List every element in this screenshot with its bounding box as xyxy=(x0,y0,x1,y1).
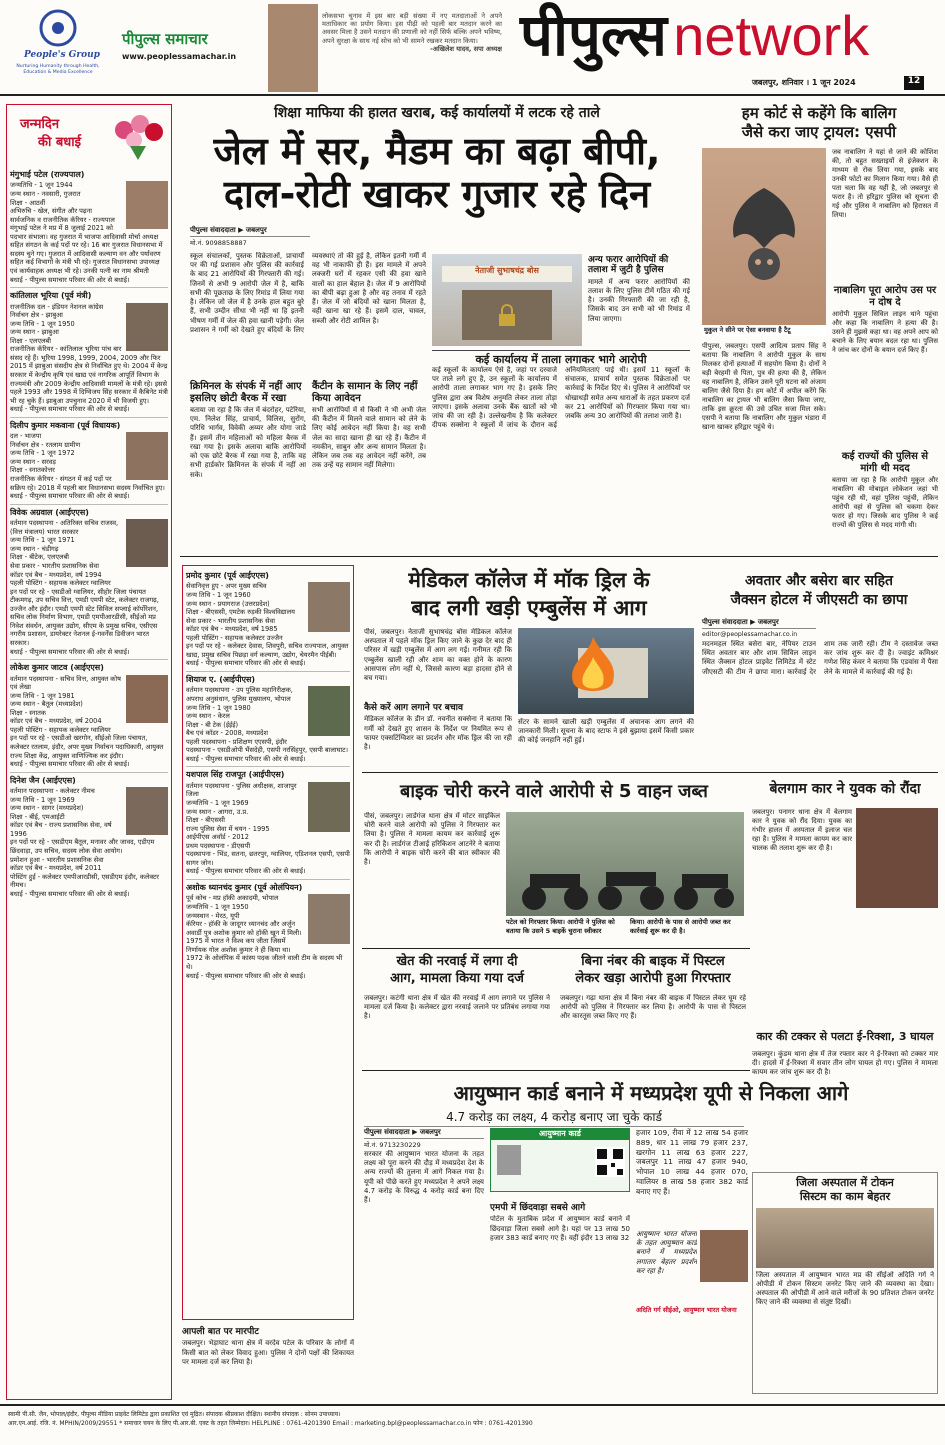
profile-line: शिक्षा - बीएससी, एमटेक रुड़की विश्वविद्यालय xyxy=(186,608,295,617)
brand-left: पीपुल्स समाचार xyxy=(122,30,208,48)
profile-line: जन्म तिथि - 1 जून 1972 xyxy=(10,449,75,458)
accident-headline: कार की टक्कर से पलटा ई-रिक्शा, 3 घायल xyxy=(756,1030,934,1043)
profile-line: शिक्षा - स्नातकोत्तर xyxy=(10,466,55,475)
lead-body: स्कूल संचालकों, पुस्तक विक्रेताओं, प्राचार्यों पर की गई प्रशासन और पुलिस की कार्रवाई के बाद 21 आरोपियों की गिरफ्तारी की गई। जिनमें से अभी 9 आरोपी जेल में है, बाकि सभी की पूछताछ के लिए रिमांड में लिया गया है। लेकिन जो जेल में है उनके हाल बहुत बुरे हैं, सभी उम्दीन सीधा भी नहीं था हि इतनी भीषण गर्मी में जेल की हवा खानी पड़ेगी। जेल प्रशासन ने गर्मी को देखते हुए बंदियों के लिए व्यवस्थाएं तो की हुई है, लेकिन इतनी गर्मी में वह भी नाकाफी ही हैं। इस मामले में अपने लक्जरी घरों में रहकर एसी की हवा खाने वालों का हाल बेहाल है। जेल में 9 आरोपियों का बीपी बढ़ा हुआ है और वह तनाव में रहते हैं। जेल में जो बंदियों को खाना मिलता है, वही खाना खा रहे हैं। इसमें दाल, चावल, सब्जी और रोटी शामिल है। xyxy=(190,252,426,334)
birthday-title-1: जन्मदिन xyxy=(20,117,60,132)
group-name: People's Group xyxy=(24,50,100,60)
profile-name: यशपाल सिंह राजपूत (आईपीएस) xyxy=(186,770,285,780)
birthday-banner xyxy=(10,108,168,168)
profile-line: बधाई - पीपुल्स समाचार परिवार की ओर से बधाई। xyxy=(10,405,130,414)
profile-line: निर्वाचन क्षेत्र - रतलाम ग्रामीण xyxy=(10,440,81,449)
photo-caption-bar: कई कार्यालय में ताला लगाकर भागे आरोपी xyxy=(432,350,690,368)
profile-line: वर्तमान पदस्थापना - उप पुलिस महानिरीक्षक, अपराध अनुसंधान, पुलिस मुख्यालय, भोपाल xyxy=(186,686,293,703)
birthday-profile-1 xyxy=(10,170,168,284)
birthday-profile-5 xyxy=(10,663,168,769)
profile-line: सेवा प्रकार - भारतीय प्रशासनिक सेवा xyxy=(186,616,275,625)
ayushman-stats: हजार 109, रीवा में 12 लाख 54 हजार 889, धार 11 लाख 79 हजार 237, खरगोन 11 लाख 63 हजार 227, जबलपुर 11 लाख 47 हजार 940, भोपाल 10 लाख 44 हजार 070, ग्वालियर 8 लाख 58 हजार 382 कार्ड बनाए गए हैं। xyxy=(636,1128,748,1196)
ayushman-quote xyxy=(636,1230,748,1314)
profile-line: वर्तमान पदस्थापना - अतिरिक्त सचिव राजस्व, (वित्त मंत्रालय) भारत सरकार xyxy=(10,519,119,536)
mockdrill-headline xyxy=(364,566,694,623)
profile-line: जन्म स्थान - नवसारी, गुजरात xyxy=(10,189,81,198)
bike-photo xyxy=(506,812,744,916)
lead-sub2 xyxy=(312,378,426,566)
ayushman-sub2-body: पोर्टल के मुताबिक प्रदेश में आयुष्मान कार्ड बनाने में छिंदवाड़ा जिला सबसे आगे है। यहां पर 13 लाख 50 हजार 383 कार्ड बनाए गए हैं। वहीं इंदौर 13 लाख 32 xyxy=(490,1215,630,1242)
crash-body: जबलपुर। पनागर थाना क्षेत्र में बेलगाम कार ने युवक को रौंद दिया। युवक का गंभीर हालत में अस्पताल में इलाज चल रहा है। पुलिस ने मामला कायम कर कार चालक की तलाश शुरू कर दी है। xyxy=(752,808,852,852)
profile-line: पदस्थापना - एसडीओपी भैंसदेही, एसपी नरसिंहपुर, एसपी बालाघाट। xyxy=(186,746,348,755)
profile-line: शिक्षा - बीई, एमआईटी xyxy=(10,812,65,821)
footer-line1: स्वामी पी.सी. जैन, भोपाल/इंदौर, पीपुल्स मीडिया प्राइवेट लिमिटेड द्वारा प्रकाशित एवं मुद्रित। संपादक श्रीप्रकाश दीक्षित। स्थानीय संपादक : सोनम उपाध्याय। xyxy=(8,1411,341,1418)
qr-code-icon xyxy=(595,1147,625,1177)
mid-profile-2 xyxy=(186,675,350,763)
profile-photo xyxy=(126,675,168,723)
profile-line: दल - भाजपा xyxy=(10,432,42,441)
mockdrill-sub-body: मेडिकल कॉलेज के डीन डॉ. नवनीत सक्सेना ने बताया कि गर्मी को देखते हुए शासन के निर्देश पर नियमित रूप से फायर एक्सटिंग्विशर का प्रदर्शन और मॉक ड्रिल की जा रही है। xyxy=(364,715,512,752)
profile-line: पदस्थापना - भिंड, सतना, छतरपुर, ग्वालियर, एडिशनल एसपी, एसपी सागर जोन। xyxy=(186,850,350,867)
hospital-body: जिला अस्पताल में आयुष्मान भारत मप्र की सीईओ अदिति गर्ग ने ओपीडी में टोकन सिस्टम जनरेट किए जाने की व्यवस्था का देखा। अस्पताल की ओपीडी में आने वाले मरीजों के 90 प्रतिशत टोकन जनरेट किए जाने की व्यवस्था से संतुष्ट दिखीं। xyxy=(756,1270,934,1307)
footer xyxy=(0,1404,945,1445)
bike-caption-1: पटेल को गिरफ्तार किया। आरोपी ने पुलिस को बताया कि उसने 5 बाइकें चुराना स्वीकार xyxy=(506,918,615,935)
profile-line: जन्म स्थान - केरल xyxy=(186,712,230,721)
profile-line: इन पदों पर रहे - एसडीओ खरगोन, सीईओ जिला पंचायत, कलेक्टर रतलाम, इंदौर, अपर मुख्य निर्वाचन पदाधिकारी, आयुक्त राज्य शिक्षा केंद्र, आयुक्त वाणिज्यिक कर इंदौर। xyxy=(10,734,164,760)
profile-line: जन्मतिथि - 1 जून 1944 xyxy=(10,181,73,190)
lead-photo xyxy=(432,254,582,346)
gst-byline xyxy=(702,618,816,639)
profile-line: बधाई - पीपुल्स समाचार परिवार की ओर से बधाई। xyxy=(10,760,130,769)
signboard: नेताजी सुभाषचंद्र बोस xyxy=(442,266,572,282)
mid-profile-3 xyxy=(186,770,350,876)
crash-photo xyxy=(856,808,938,908)
pistol-headline-line2: लेकर खड़ा आरोपी हुआ गिरफ्तार xyxy=(575,970,731,986)
pistol-headline-line1: बिना नंबर की बाइक में पिस्टल xyxy=(581,954,725,969)
accident-body: जबलपुर। कुंडम थाना क्षेत्र में तेज रफ्तार कार ने ई-रिक्शा को टक्कर मार दी। हादसे में ई-रिक्शा में सवार तीन लोग घायल हो गए। पुलिस ने मामला कायम कर जांच शुरू कर दी है। xyxy=(752,1050,938,1077)
side-mid-body: जबलपुर। भेड़ाघाट थाना क्षेत्र में वरदेव पटेल के परिवार के लोगों में किसी बात को लेकर विवाद हुआ। पुलिस ने दोनों पक्षों की शिकायत पर मामला दर्ज कर लिया है। xyxy=(182,1339,354,1366)
profile-line: बधाई - पीपुल्स समाचार परिवार की ओर से बधाई। xyxy=(186,867,306,876)
profile-line: प्रमोशन हुआ - भारतीय प्रशासनिक सेवा xyxy=(10,855,104,864)
profile-line: जन्म स्थान - सागर (मध्यप्रदेश) xyxy=(10,804,84,813)
mid-profile-4 xyxy=(186,883,350,980)
profile-name: कांतिलाल भूरिया (पूर्व मंत्री) xyxy=(10,291,92,301)
sub2-body: सभी आरोपियों में से किसी ने भी अभी जेल की कैंटीन में मिलने वाले सामान को लेने के लिए कोई आवेदन नहीं किया है। वह सभी जेल का सादा खाना ही खा रहे हैं। कैंटीन में नमकीन, साबुन और अन्य सामान मिलता है। लेकिन जब तक वह आवेदन नहीं करेंगे, तब तक उन्हें यह सामान नहीं मिलेगा। xyxy=(312,406,426,470)
profile-line: पहली पोस्टिंग - सहायक कलेक्टर ग्वालियर xyxy=(10,579,111,588)
mockdrill-photo xyxy=(518,628,694,714)
profile-line: जन्म स्थान - चंडीगढ़ xyxy=(10,544,59,553)
ayushman-headline: आयुष्मान कार्ड बनाने में मध्यप्रदेश यूपी से निकला आगे xyxy=(453,1081,849,1105)
tattoo-sub2-body: बताया जा रहा है कि आरोपी मुकुल और नाबालिग की मोबाइल लोकेशन जहां भी पहुंच रही थी, वहां पुलिस पहुंची, लेकिन आरोपी वहां से पुलिस को चकमा देकर फरार हो गए। जिसके बाद पुलिस ने कई राज्यों की पुलिस से मदद मांगी थी। xyxy=(832,476,938,529)
flower-bouquet-icon xyxy=(110,112,166,162)
hospital-headline xyxy=(756,1176,934,1205)
gst-byline-text: पीपुल्स संवाददाता ▶ जबलपुर xyxy=(702,618,816,629)
profile-line: बधाई - पीपुल्स समाचार परिवार की ओर से बधाई। xyxy=(186,659,306,668)
official-photo xyxy=(700,1230,748,1282)
mockdrill-headline-line1: मेडिकल कॉलेज में मॉक ड्रिल के xyxy=(408,568,650,592)
ayushman-byline-text: पीपुल्स संवाददाता ▶ जबलपुर xyxy=(364,1128,484,1139)
fire-headline xyxy=(364,954,550,988)
lead-side xyxy=(588,252,690,338)
profile-line: शिक्षा - बीएससी xyxy=(186,816,225,825)
profile-line: अभिरुचि - खेल, संगीत और पढ़ना xyxy=(10,207,92,216)
akhilesh-photo xyxy=(268,4,318,92)
profile-line: कॉडर एवं बैच - मध्यप्रदेश, वर्ष 1985 xyxy=(186,625,278,634)
profile-line: बधाई - पीपुल्स समाचार परिवार की ओर से बधाई। xyxy=(10,492,130,501)
profile-line: कॉडर एवं बैच - मध्यप्रदेश, वर्ष 2004 xyxy=(10,717,102,726)
crash-headline: बेलगाम कार ने युवक को रौंदा xyxy=(769,781,921,797)
profile-photo xyxy=(126,181,168,229)
profile-line: जन्मतिथि - 1 जून 1969 xyxy=(186,798,249,807)
profile-line: जन्म स्थान - सरवड़ xyxy=(10,457,56,466)
profile-line: सेवानिवृत्त हुए - अपर मुख्य सचिव xyxy=(186,582,267,591)
lead-headline-line2: दाल-रोटी खाकर गुजार रहे दिन xyxy=(223,171,651,216)
profile-line: जन्म तिथि - 1 जून 1971 xyxy=(10,536,75,545)
hospital-headline-line2: सिस्टम का काम बेहतर xyxy=(799,1190,891,1204)
profile-name: दिलीप कुमार मकवाना (पूर्व विधायक) xyxy=(10,420,121,430)
birthday-profile-3 xyxy=(10,421,168,501)
mockdrill-body: पीसं, जबलपुर। नेताजी सुभाषचंद्र बोस मेडिकल कॉलेज अस्पताल में पहले मॉक ड्रिल किए जाने के कुछ देर बाद ही परिसर में खड़ी एम्बुलेंस में आग लग गई। गनीमत रही कि एम्बुलेंस खाली रही और शाम का वक्त होने के कारण आसपास लोग नहीं थे, जिससे कारण बड़ा हादसा होने से बच गया। xyxy=(364,628,512,683)
profile-line: वर्तमान पदस्थापना - सचिव वित्त, आयुक्त कोष एवं लेखा xyxy=(10,674,121,692)
profile-line: कॉडर एवं बैच - मध्यप्रदेश, वर्ष 1994 xyxy=(10,570,102,579)
profile-photo xyxy=(308,686,350,736)
tattoo-sub1-heading: नाबालिग पूरा आरोप उस पर न दोष दे xyxy=(833,285,937,308)
padlock-icon xyxy=(496,304,518,328)
profile-line: सेवा प्रकार - भारतीय प्रशासनिक सेवा xyxy=(10,561,99,570)
profile-photo xyxy=(126,787,168,835)
group-tagline: Nurturing Humanity through Health, Education & Media Excellence xyxy=(16,64,100,75)
brand-title xyxy=(520,1,870,70)
pistol-headline xyxy=(560,954,746,988)
gst-headline-line1: अवतार और बसेरा बार सहित xyxy=(744,573,893,589)
profile-line: बधाई - पीपुल्स समाचार परिवार की ओर से बधाई। xyxy=(186,754,306,763)
profile-line: जन्मतिथि - 1 जून 1950 xyxy=(186,903,249,911)
quote-author: अदिति गर्ग सीईओ, आयुष्मान भारत योजना xyxy=(636,1306,737,1314)
lead-byline xyxy=(190,226,310,248)
card-photo xyxy=(497,1145,521,1175)
profile-line: इन पदों पर रहे - कलेक्टर देवास, शिवपुरी, सचिव राज्यपाल, आयुक्त खाद्य, प्रमुख सचिव पिछड़ा वर्ग कल्याण, उद्योग, चेयरमैन पीईबी। xyxy=(186,642,349,659)
ayushman-card xyxy=(490,1128,630,1192)
profile-line: इन पदों पर रहे - एसडीएम बैतूल, मनावर और जावद, एडीएम छिंदवाड़ा, उप सचिव, सदस्य लोक सेवा आयोग। xyxy=(10,838,155,856)
profile-line: पोस्टिंग हुई - कलेक्टर एमपीआरडीसी, एसडीएम इंदौर, कलेक्टर नीमच। xyxy=(10,872,159,890)
profile-line: पूर्व कोच - मप्र हॉकी अकादमी, भोपाल xyxy=(186,894,279,903)
tattoo-photo xyxy=(702,148,826,336)
group-emblem-icon xyxy=(38,8,78,48)
byline-mobile: मो.नं. 9098858887 xyxy=(190,239,247,248)
gst-headline xyxy=(700,572,938,610)
brand-eng: network xyxy=(673,4,870,67)
side-body: मामले में अन्य फरार आरोपियों की तलाश के लिए पुलिस टीमें गठित की गई है। उनकी गिरफ्तारी की जा रही है, जिसके बाद उन सभी को भी रिमांड में लिया जाएगा। xyxy=(588,277,690,323)
gst-email: editor@peoplessamachar.co.in xyxy=(702,631,798,639)
fire-body: जबलपुर। कटंगी थाना क्षेत्र में खेत की नरवाई में आग लगाने पर पुलिस ने मामला दर्ज किया है। कलेक्टर द्वारा नरवाई जलाने पर प्रतिबंध लगाया गया है। xyxy=(364,994,550,1021)
profile-line: बधाई - पीपुल्स समाचार परिवार की ओर से बधाई। xyxy=(10,647,130,656)
profile-line: वर्तमान पदस्थापना - कलेक्टर नीमच xyxy=(10,787,95,796)
lead-kicker: शिक्षा माफिया की हालत खराब, कई कार्यालयों में लटक रहे ताले xyxy=(274,105,600,121)
side-mid-story xyxy=(182,1324,354,1394)
profile-name: प्रमोद कुमार (पूर्व आईएएस) xyxy=(186,571,269,580)
profile-line: कॉडर एवं बैच - राज्य प्रशासनिक सेवा, वर्ष 1996 xyxy=(10,821,112,838)
sub2-heading: कैंटीन के सामान के लिए नहीं किया आवेदन xyxy=(312,381,418,404)
dateline: जबलपुर, शनिवार । 1 जून 2024 xyxy=(752,78,856,87)
tattoo-side-body: जब नाबालिग ने यहां से जाने की कोशिश की, तो बहुत सख्ताइयों से इंजेक्शन के माध्यम से रोक लिया गया, इसके बाद उनकी फोटो का मिलान किया गया। वैसे ही पता चला कि वह यहीं है, जो जबलपुर से फरार है। तो हरिद्वार पुलिस को सूचना दी गई और पुलिस ने नाबालिग को हिरासत में लिया। xyxy=(832,148,938,219)
profile-line: जन्म स्थान - बैतूल (मध्यप्रदेश) xyxy=(10,700,83,709)
profile-line: शिक्षा - बी टेक (ईईई) xyxy=(186,720,239,729)
profile-line: जन्म तिथि - 1 जून 1981 xyxy=(10,691,75,700)
profile-line: बधाई - पीपुल्स समाचार परिवार की ओर से बधाई। xyxy=(10,275,130,284)
bike-caption-2: किया। आरोपी के पास से आरोपी जब्त कर कार्रवाई शुरू कर दी है। xyxy=(630,918,731,935)
ayushman-subhead: 4.7 करोड़ का लक्ष्य, 4 करोड़ बनाए जा चुके कार्ड xyxy=(364,1110,744,1127)
sub1-heading: क्रिमिनल के संपर्क में नहीं आए इसलिए छोटी बैरक में रखा xyxy=(190,381,302,404)
birthday-title-2: की बधाई xyxy=(38,135,82,150)
profile-line: जन्म तिथि - 1 जून 1980 xyxy=(186,703,251,712)
profile-name: विवेक अग्रवाल (आईएएस) xyxy=(10,507,89,517)
gst-body: मदनमहल स्थित बसेरा बार, नेपियर टाउन स्थित अवतार बार और शाम सिविल लाइन स्थित जैक्सन होटल प्राइवेट लिमिटेड में स्टेट जीएसटी की टीम ने छापा मारा। कार्रवाई देर शाम तक जारी रही। टीम ने दस्तावेज जब्त कर जांच शुरू कर दी है। ज्वाइंट कमिश्नर गणेश सिंह कंवर ने बताया कि एडवांस में पैसा लेने के मामले में कार्रवाई की गई है। xyxy=(702,640,938,676)
bike-captions xyxy=(506,918,744,935)
profile-line: पहली पदस्थापना - प्रशिक्षण एएसपी, इंदौर xyxy=(186,737,287,746)
lead-headline xyxy=(182,130,692,215)
quote-text: लोकसभा चुनाव में इस बार बड़ी संख्या में नए मतदाताओं ने अपने मताधिकार का प्रयोग किया। इस पीढ़ी को पहली बार मतदान करने का अवसर मिला है उसने मतदान की प्रणाली को नहीं सिर्फ बल्कि अपने भविष्य, अपने सुरक्षा के साथ नई सोच को भी सामने रखकर मतदान किया। xyxy=(322,12,502,45)
tattoo-main-body: पीपुल्स, जबलपुर। एसपी आदित्य प्रताप सिंह ने बताया कि नाबालिग ने आरोपी मुकुल के साथ मिलकर दोनों हत्याओं में सहयोग किया है। दोनों ने बड़ी बेरहमी से पिता, पुत्र की हत्या की है, लेकिन वह नाबालिग है, लेकिन उसने पूरी घटना को अंजाम बालिग जैसे दिया है। हम कोर्ट में अपील करेंगे कि नाबालिग का ट्रायल भी बालिग जैसा किया जाए, ताकि इस क्रूरता की उसे उचित सजा मिल सके। एसपी ने बताया कि नाबालिग और मुकुल भंडारा में खाना खाकर हरिद्वार पहुंचे थे। xyxy=(702,342,826,431)
profile-line: जन्म तिथि - 1 जून 1960 xyxy=(186,590,251,599)
profile-line: शिक्षा - आठवीं xyxy=(10,198,46,207)
card-title: आयुष्मान कार्ड xyxy=(491,1129,629,1140)
profile-line: वर्तमान पदस्थापना - पुलिस अधीक्षक, शाजापुर जिला xyxy=(186,781,297,799)
photo-caption-body: कई स्कूलों के कार्यालय ऐसे है, जहां पर दरवाजे पर ताले लगे हुए है, उन स्कूलों के कार्यालय में आरोपी ताला लगाकर भाग गए है। इसके लिए पुलिस द्वारा अब विशेष अनुमति लेकर ताला तोड़ा जाएगा। इसके अलावा उनके बैंक खातों को भी जांच की जा रही है। उल्लेखनीय है कि कलेक्टर दीपक सक्सेना ने स्कूलों में जांच के दौरान कई अनियमितताएं पाई थी। इसमें 11 स्कूलों के संचालक, प्राचार्य समेत पुस्तक विक्रेताओं पर कार्रवाई के निर्देश दिए थे। पुलिस ने आरोपियों पर धोखाधड़ी समेत अन्य धाराओं के तहत प्रकरण दर्ज कर 21 आरोपियों को गिरफ्तार किया गया था। जबकि अन्य 30 आरोपियों की तलाश जारी है। xyxy=(432,366,690,430)
profile-line: शिक्षा - एलएलबी xyxy=(10,336,51,345)
profile-photo xyxy=(308,894,350,944)
birthday-profile-4 xyxy=(10,508,168,656)
profile-photo xyxy=(126,519,168,567)
birthday-column xyxy=(6,104,172,1400)
tattoo-headline-line2: जैसे करा जाए ट्रायल: एसपी xyxy=(741,122,897,141)
profile-name: अशोक ध्यानचंद कुमार (पूर्व ओलंपियन) xyxy=(186,883,303,893)
profile-line: बधाई - पीपुल्स समाचार परिवार की ओर से बधाई। xyxy=(186,971,306,980)
profile-line: सार्वजनिक व राजनीतिक कॅरियर - राज्यपाल मंगुभाई पटेल ने मप्र में 8 जुलाई 2021 को पदभार संभाला। वह गुजरात में भाजपा आदिवासी मोर्चा अध्यक्ष सहित संगठन के कई पदों पर रहे। 16 बार गुजरात विधानसभा में सदस्य चुने गए। गुजरात में आदिवासी कल्याण वन और पर्यावरण सहित कई विभागों के मंत्री भी रहे। गुजरात विधानसभा उपाध्यक्ष एवं कार्यवाहक अध्यक्ष भी रहे। उनकी पत्नी का नाम श्रीमती xyxy=(10,215,163,276)
website-url[interactable]: www.peoplessamachar.in xyxy=(122,52,237,61)
birthday-profile-6 xyxy=(10,776,168,899)
profile-line: जन्म तिथि - 1 जून 1969 xyxy=(10,795,75,804)
side-heading: अन्य फरार आरोपियों की तलाश में जुटी है पुलिस xyxy=(588,255,669,276)
lead-headline-line1: जेल में सर, मैडम का बढ़ा बीपी, xyxy=(213,129,661,173)
profile-line: बधाई - पीपुल्स समाचार परिवार की ओर से बधाई। xyxy=(10,889,130,898)
ayushman-sub2 xyxy=(490,1200,630,1345)
byline-text: पीपुल्स संवाददाता ▶ जबलपुर xyxy=(190,226,310,237)
profile-line: कॅरियर - हॉकी के जादूगर ध्यानचंद और अर्जुन अवार्डी पुत्र अशोक कुमार को हॉकी खून में मिली। 1975 में भारत ने विश्व कप जीता जिसमें निर्णायक गोल अशोक कुमार ने ही किया था। 1972 के ओलंपिक में कांस्य पदक जीतने वाली टीम के सदस्य भी थे। xyxy=(186,920,343,971)
profile-line: राजनीतिक दल - इंडियन नेशनल कांग्रेस xyxy=(10,302,104,311)
fire-headline-line2: आग, मामला किया गया दर्ज xyxy=(390,970,524,986)
profile-line: बैच एवं कॉडर - 2008, मध्यप्रदेश xyxy=(186,729,268,738)
ayushman-mobile: मो.नं. 9713230229 xyxy=(364,1141,421,1150)
profile-line: जन्म स्थान - झाबुआ xyxy=(10,328,59,337)
motorcycles-icon xyxy=(514,842,736,912)
tattoo-headline-line1: हम कोर्ट से कहेंगे कि बालिग xyxy=(741,104,897,122)
quote-text: आयुष्मान भारत योजना के तहत आयुष्मान कार्ड बनाने में मध्यप्रदेश लगातार बेहतर प्रदर्शन कर रहा है। xyxy=(636,1230,697,1275)
hospital-photo xyxy=(756,1208,934,1268)
tattoo-headline xyxy=(700,104,938,142)
mid-profiles xyxy=(182,565,354,1320)
lead-sub1 xyxy=(190,378,306,566)
masthead xyxy=(0,0,945,96)
hospital-headline-line1: जिला अस्पताल में टोकन xyxy=(796,1176,894,1189)
sub1-body: बताया जा रहा है कि जेल में बंदरोहर, पटेरिया, एम. निलेश सिंह, प्राचार्य, विलिस, सुरोंग, परिधि भार्गव, विवेकी अय्यर और योगा जाडे हैं। इसमें तीन महिलाओं को महिला बैरक में रखा गया है। इसके अलावा बाकि आरोपियों को एक छोटे बैरक में रखा गया है, ताकि वह सभी हार्डकोर क्रिमिनल के संपर्क में नहीं आ सके। xyxy=(190,406,306,479)
tattoo-sub1-body: आरोपी मुकुल सिविल लाइन थाने पहुंचा और कहा कि नाबालिग ने हत्या की है। उसने ही मुझसे कहा था। वह अपने आप को बचाने के लिए बयान बदल रहा था। पुलिस ने जांच कर दोनों के बयान दर्ज किए हैं। xyxy=(832,310,938,354)
fire-headline-line1: खेत की नरवाई में लगा दी xyxy=(396,954,518,969)
profile-name: मंगुभाई पटेल (राज्यपाल) xyxy=(10,170,85,179)
profile-line: प्रथम पदस्थापना - डीएसपी xyxy=(186,841,251,850)
pistol-body: जबलपुर। गढ़ा थाना क्षेत्र में बिना नंबर की बाइक में पिस्टल लेकर घूम रहे आरोपी को पुलिस ने गिरफ्तार कर लिया है। आरोपी के पास से पिस्टल और कारतूस जब्त किए गए हैं। xyxy=(560,994,746,1021)
mid-profile-1 xyxy=(186,571,350,668)
brand-hindi: पीपुल्स xyxy=(520,1,667,69)
profile-name: दिनेश जैन (आईएएस) xyxy=(10,775,76,785)
ayushman-body: सरकार की आयुष्मान भारत योजना के तहत लक्ष्य को पूरा करने की दौड़ में मध्यप्रदेश देश के अन्य राज्यों की तुलना में आगे निकल गया है। यूपी को पीछे करते हुए मध्यप्रदेश ने अपने लक्ष्य 4.7 करोड़ के विरुद्ध 4 करोड़ कार्ड बना दिए हैं। xyxy=(364,1150,484,1205)
bike-body: पीसं, जबलपुर। लार्डगंज थाना क्षेत्र में मोटर साइकिल चोरी करने वाले आरोपी को पुलिस ने गिरफ्तार कर लिया है। पुलिस ने मामला कायम कर कार्रवाई शुरू कर दी है। लार्डगंज टीआई हरिकिशन आटनेरे ने बताया कि आरोपी ने बाइक चोरी करने की बात स्वीकार की है। xyxy=(364,812,500,867)
profile-line: इन पदों पर रहे - एसडीओ ग्वालियर, सीहोर जिला पंचायत टीकमगढ़, उप सचिव वित्त, एमडी एमपी स्टेट, कलेक्टर राजगढ़, उज्जैन और इंदौर। एमडी एमपी स्टेट सिविल सप्लाई कॉर्पोरेशन, सचिव लोक निर्माण विभाग, एमडी एमपीआरडीसी, सीईओ मप्र निवेश संवर्धन, आयुक्त उद्योग, सीएम के प्रमुख सचिव, एसीएस नगरीय प्रशासन, डायरेक्टर नेशनल ई-गवर्नेंस डिवीजन भारत सरकार। xyxy=(10,587,159,647)
profile-photo xyxy=(308,782,350,832)
profile-line: शिक्षा - बीटेक, एलएलबी xyxy=(10,553,69,562)
profile-line: राजनीतिक कॅरियर - संगठन में कई पदों पर सक्रिय रहे। 2018 में पहली बार विधानसभा सदस्य निर्वाचित हुए। xyxy=(10,475,165,492)
gst-headline-line2: जैक्सन होटल में जीएसटी का छापा xyxy=(730,591,908,608)
profile-line: राज्य पुलिस सेवा में चयन - 1995 xyxy=(186,824,270,833)
mockdrill-sub xyxy=(364,700,512,775)
profile-line: जन्म स्थान - आगरा, उ.प्र. xyxy=(186,807,249,816)
profile-name: शियाज ए. (आईपीएस) xyxy=(186,675,256,685)
profile-line: जन्म तिथि - 1 जून 1950 xyxy=(10,319,75,328)
peoples-group-logo xyxy=(8,8,108,88)
profile-photo xyxy=(126,432,168,480)
tattoo-sub1 xyxy=(832,282,938,450)
profile-line: कॉडर एवं बैच - मध्यप्रदेश, वर्ष 2011 xyxy=(10,864,102,873)
profile-line: जन्मस्थान - मेरठ, यूपी xyxy=(186,911,240,920)
tattoo-caption: मुकुल ने सीने पर ऐसा बनवाया है टैटू xyxy=(702,325,826,336)
page-number: 12 xyxy=(904,76,924,90)
skull-tattoo-icon xyxy=(724,178,804,298)
bike-headline: बाइक चोरी करने वाले आरोपी से 5 वाहन जब्त xyxy=(400,781,708,802)
mockdrill-right-body: सेंटर के सामने खाली खड़ी एम्बुलेंस में अचानक आग लगने की जानकारी मिली। सूचना के बाद स्टाफ ने इसे बुझाया इसमें किसी प्रकार की कोई जनहानि नहीं हुई। xyxy=(518,718,694,745)
profile-line: राजनीतिक कॅरियर - कांतिलाल भूरिया पांच बार संसद रहे हैं। भूरिया 1998, 1999, 2004, 2009 और फिर 2015 में झाबुआ संसदीय क्षेत्र से निर्वाचित हुए थे। 2004 में केन्द्र सरकार में केन्द्रीय कृषि एवं खाद्य एवं नागरिक आपूर्ति विभाग के राज्यमंत्री और 2009 केन्द्रीय आदिवासी मामलों के मंत्री रहे। इससे पहले 1993 और 1998 में दिग्विजय सिंह सरकार में कैबिनेट मंत्री भी रह चुके हैं। झाबुआ उपचुनाव 2020 में भी विजयी हुए। xyxy=(10,345,168,405)
footer-line2: आर.एन.आई. रजि. नं. MPHIN/2009/29551 * समाचार चयन के लिए पी.आर.बी. एक्ट के तहत जिम्मेदार। HELPLINE : 0761-4201390 Email : marketing.bpl@peoplessamachar.co.in फोन : 0761-4201390 xyxy=(8,1420,533,1427)
profile-photo xyxy=(308,582,350,632)
profile-name: लोकेश कुमार जाटव (आईएएस) xyxy=(10,663,104,673)
side-mid-heading: आपली बात पर मारपीट xyxy=(182,1327,259,1337)
fire-icon xyxy=(558,632,628,702)
profile-line: पहली पोस्टिंग - सहायक कलेक्टर उज्जैन xyxy=(186,633,283,642)
profile-photo xyxy=(126,303,168,351)
tattoo-sub2-heading: कई राज्यों की पुलिस से मांगी थी मदद xyxy=(841,451,929,474)
mockdrill-sub-heading: कैसे करें आग लगाने पर बचाव xyxy=(364,703,463,713)
quote-author: -अखिलेश यादव, सपा अध्यक्ष xyxy=(430,44,502,53)
ayushman-byline xyxy=(364,1128,484,1150)
profile-line: आईपीएस अवॉर्ड - 2012 xyxy=(186,833,249,842)
mockdrill-headline-line2: बाद लगी खड़ी एम्बुलेंस में आग xyxy=(411,596,647,621)
profile-line: निर्वाचन क्षेत्र - झाबुआ xyxy=(10,311,63,320)
profile-line: पहली पोस्टिंग - सहायक कलेक्टर ग्वालियर xyxy=(10,725,111,734)
profile-line: शिक्षा - स्नातक xyxy=(10,708,46,717)
profile-line: जन्म स्थान - प्रयागराज (उत्तरप्रदेश) xyxy=(186,599,270,608)
quote-box xyxy=(322,12,502,90)
birthday-profile-2 xyxy=(10,291,168,414)
ayushman-sub2-heading: एमपी में छिंदवाड़ा सबसे आगे xyxy=(490,1203,586,1213)
hospital-box xyxy=(752,1172,938,1394)
